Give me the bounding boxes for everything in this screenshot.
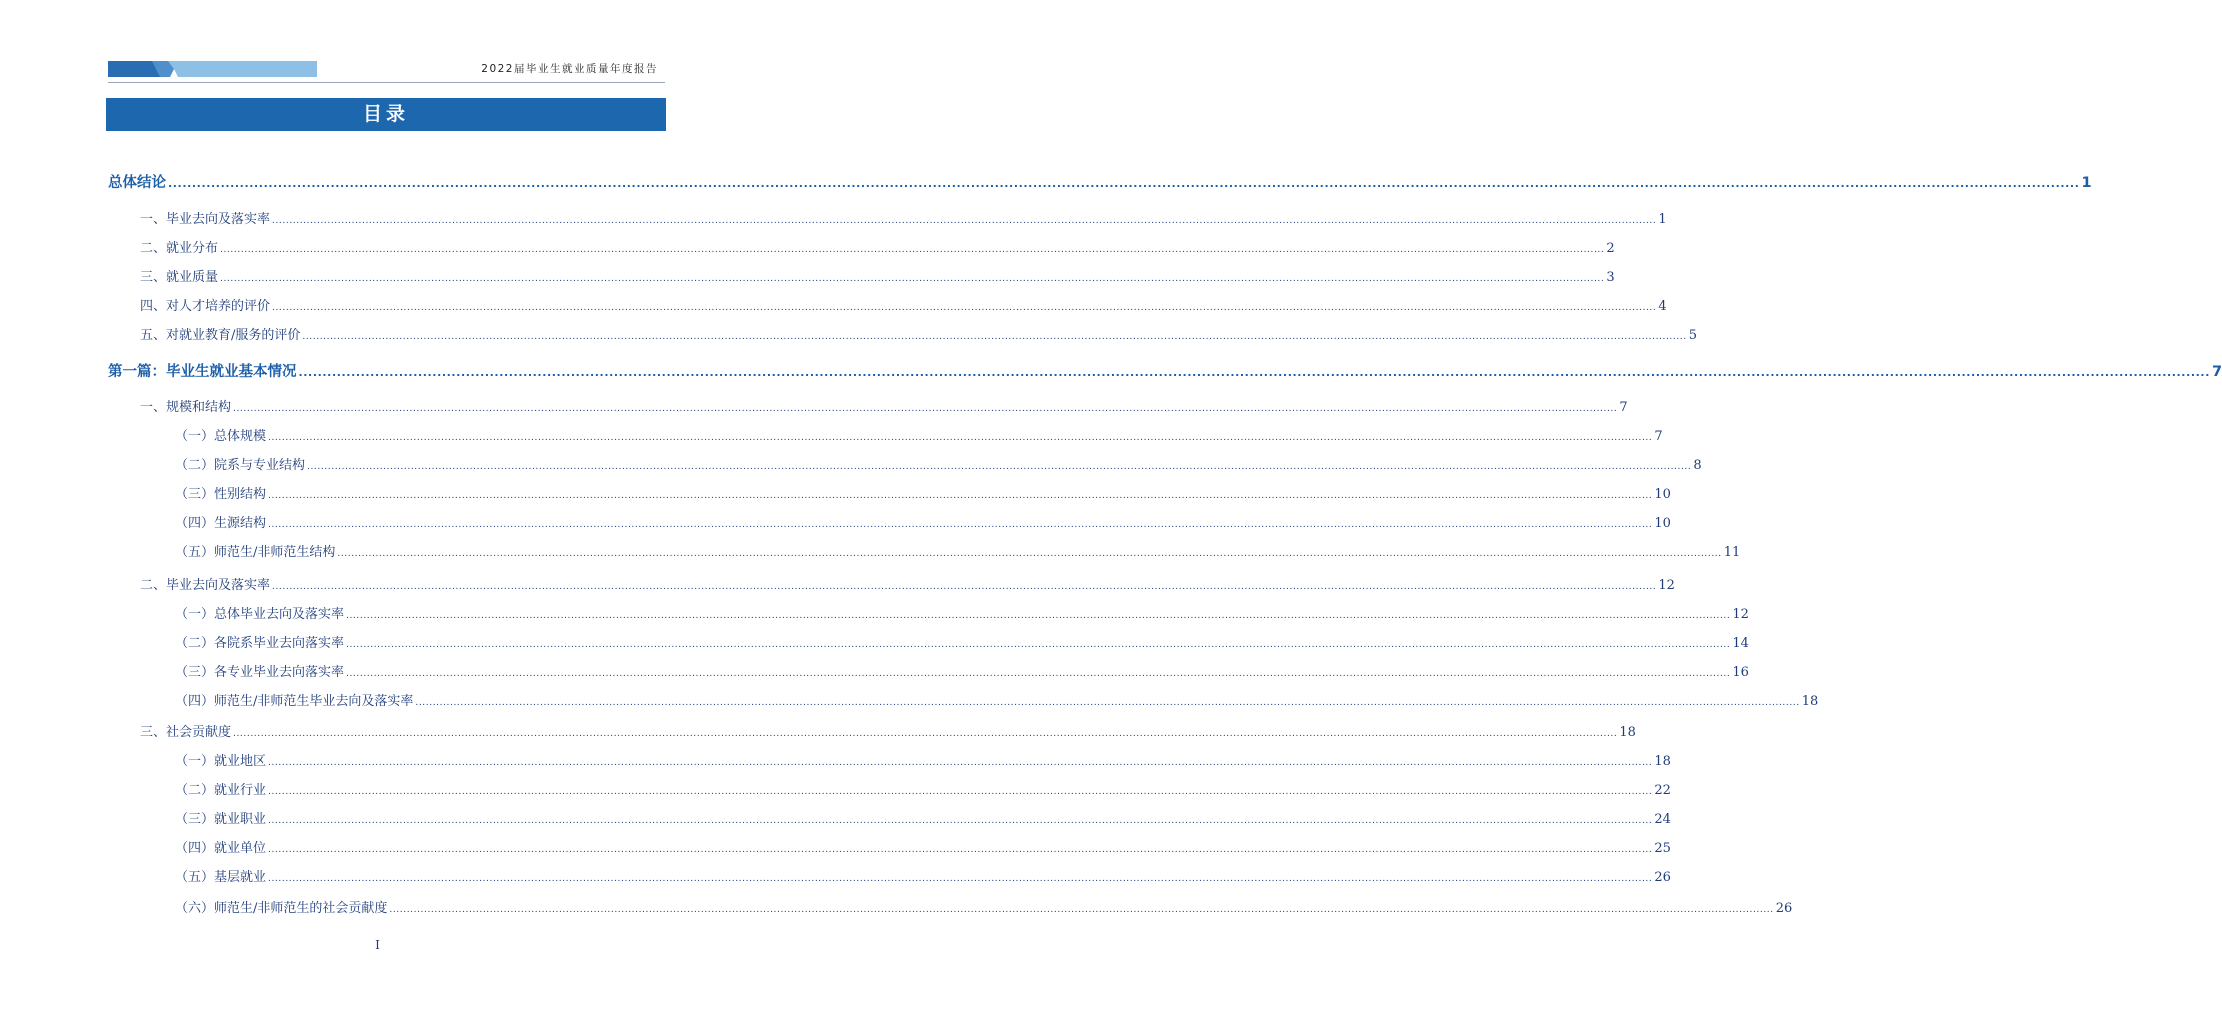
toc-section-entry[interactable] [108, 171, 2092, 192]
toc-subsection-entry[interactable] [175, 808, 1671, 827]
toc-entry-label: （四）生源结构 [175, 516, 267, 531]
toc-chapter-entry[interactable] [140, 237, 1615, 256]
toc-entry-label: 第一篇：毕业生就业基本情况 [108, 364, 297, 380]
toc-entry-page: 12 [1732, 607, 1749, 622]
toc-entry-page: 3 [1606, 270, 1615, 285]
toc-chapter-entry[interactable] [140, 266, 1615, 285]
toc-subsection-entry[interactable] [175, 866, 1671, 885]
toc-leader-dots: ................................................................................................................................................................................................................................................................................................................................................................................................................ [268, 816, 1653, 826]
toc-leader-dots: ................................................................................................................................................................................................................................................................................................................................................................................................................ [268, 433, 1653, 443]
toc-subsection-entry[interactable] [175, 779, 1671, 798]
toc-entry-label: 三、就业质量 [140, 270, 219, 285]
toc-entry-label: 一、规模和结构 [140, 400, 232, 415]
toc-subsection-entry[interactable] [175, 454, 1702, 473]
toc-entry-label: 三、社会贡献度 [140, 725, 232, 740]
report-logo-bar [108, 61, 317, 77]
toc-entry-label: （五）师范生/非师范生结构 [175, 545, 336, 560]
toc-leader-dots: ................................................................................................................................................................................................................................................................................................................................................................................................................ [415, 698, 1800, 708]
toc-entry-label: （一）就业地区 [175, 754, 267, 769]
toc-leader-dots: ................................................................................................................................................................................................................................................................................................................................................................................................................ [268, 491, 1653, 501]
toc-entry-page: 4 [1658, 299, 1667, 314]
footer-page-number: I [375, 938, 380, 952]
header-divider [108, 82, 665, 83]
toc-chapter-entry[interactable] [140, 324, 1698, 343]
toc-entry-page: 5 [1688, 328, 1698, 343]
toc-subsection-entry[interactable] [175, 512, 1671, 531]
toc-leader-dots: ................................................................................................................................................................................................................................................................................................................................................................................................................ [268, 874, 1653, 884]
toc-leader-dots: ................................................................................................................................................................................................................................................................................................................................................................................................................ [302, 332, 1687, 342]
toc-subsection-entry[interactable] [175, 425, 1663, 444]
toc-entry-page: 12 [1658, 578, 1675, 593]
toc-leader-dots: ................................................................................................................................................................................................................................................................................................................................................................................................................ [268, 520, 1653, 530]
toc-leader-dots: ................................................................................................................................................................................................................................................................................................................................................................................................................ [298, 366, 2210, 379]
toc-entry-label: 一、毕业去向及落实率 [140, 212, 271, 227]
toc-entry-label: （五）基层就业 [175, 870, 267, 885]
toc-entry-page: 22 [1654, 783, 1671, 798]
toc-entry-page: 7 [1619, 400, 1628, 415]
toc-entry-label: 五、对就业教育/服务的评价 [140, 328, 301, 343]
toc-entry-page: 18 [1619, 725, 1636, 740]
toc-leader-dots: ................................................................................................................................................................................................................................................................................................................................................................................................................ [268, 787, 1653, 797]
toc-entry-label: 总体结论 [108, 175, 166, 191]
toc-subsection-entry[interactable] [175, 603, 1749, 622]
toc-chapter-entry[interactable] [140, 295, 1667, 314]
toc-entry-page: 18 [1654, 754, 1671, 769]
toc-subsection-entry[interactable] [175, 837, 1671, 856]
toc-subsection-entry[interactable] [175, 632, 1749, 651]
toc-entry-page: 7 [1654, 429, 1663, 444]
toc-entry-label: （二）各院系毕业去向落实率 [175, 636, 345, 651]
toc-leader-dots: ................................................................................................................................................................................................................................................................................................................................................................................................................ [272, 303, 1657, 313]
toc-leader-dots: ................................................................................................................................................................................................................................................................................................................................................................................................................ [220, 245, 1605, 255]
toc-entry-label: 二、就业分布 [140, 241, 219, 256]
toc-subsection-entry[interactable] [175, 690, 1819, 709]
toc-entry-page: 18 [1801, 694, 1819, 709]
report-title: 2022届毕业生就业质量年度报告 [481, 63, 658, 75]
toc-leader-dots: ................................................................................................................................................................................................................................................................................................................................................................................................................ [346, 669, 1731, 679]
toc-leader-dots: ................................................................................................................................................................................................................................................................................................................................................................................................................ [346, 640, 1731, 650]
toc-subsection-entry[interactable] [175, 897, 1793, 916]
toc-chapter-entry[interactable] [140, 574, 1675, 593]
toc-entry-label: （二）就业行业 [175, 783, 267, 798]
toc-entry-label: （六）师范生/非师范生的社会贡献度 [175, 901, 388, 916]
toc-chapter-entry[interactable] [140, 396, 1628, 415]
toc-entry-page: 14 [1732, 636, 1749, 651]
toc-leader-dots: ................................................................................................................................................................................................................................................................................................................................................................................................................ [307, 462, 1692, 472]
toc-entry-page: 11 [1723, 545, 1741, 560]
toc-entry-label: （三）各专业毕业去向落实率 [175, 665, 345, 680]
toc-leader-dots: ................................................................................................................................................................................................................................................................................................................................................................................................................ [346, 611, 1731, 621]
toc-leader-dots: ................................................................................................................................................................................................................................................................................................................................................................................................................ [268, 758, 1653, 768]
toc-entry-page: 10 [1654, 487, 1671, 502]
toc-leader-dots: ................................................................................................................................................................................................................................................................................................................................................................................................................ [272, 216, 1657, 226]
toc-entry-label: （一）总体毕业去向及落实率 [175, 607, 345, 622]
toc-subsection-entry[interactable] [175, 541, 1741, 560]
toc-leader-dots: ................................................................................................................................................................................................................................................................................................................................................................................................................ [389, 905, 1774, 915]
toc-entry-page: 25 [1654, 841, 1671, 856]
toc-subsection-entry[interactable] [175, 483, 1671, 502]
toc-entry-page: 26 [1654, 870, 1671, 885]
toc-entry-page: 8 [1693, 458, 1702, 473]
toc-leader-dots: ................................................................................................................................................................................................................................................................................................................................................................................................................ [220, 274, 1605, 284]
toc-entry-label: 二、毕业去向及落实率 [140, 578, 271, 593]
toc-entry-page: 10 [1654, 516, 1671, 531]
toc-leader-dots: ................................................................................................................................................................................................................................................................................................................................................................................................................ [233, 729, 1618, 739]
toc-entry-label: （四）师范生/非师范生毕业去向及落实率 [175, 694, 414, 709]
toc-entry-label: （二）院系与专业结构 [175, 458, 306, 473]
toc-entry-page: 26 [1775, 901, 1793, 916]
toc-heading: 目录 [106, 98, 666, 131]
toc-entry-page: 1 [1658, 212, 1667, 227]
toc-entry-page: 16 [1732, 665, 1749, 680]
toc-section-entry[interactable] [108, 360, 2222, 381]
toc-entry-page: 7 [2211, 364, 2222, 380]
toc-entry-label: （四）就业单位 [175, 841, 267, 856]
toc-entry-page: 24 [1654, 812, 1671, 827]
toc-leader-dots: ................................................................................................................................................................................................................................................................................................................................................................................................................ [337, 549, 1722, 559]
toc-chapter-entry[interactable] [140, 721, 1636, 740]
toc-subsection-entry[interactable] [175, 750, 1671, 769]
toc-entry-label: （一）总体规模 [175, 429, 267, 444]
toc-leader-dots: ................................................................................................................................................................................................................................................................................................................................................................................................................ [233, 404, 1618, 414]
toc-entry-page: 1 [2081, 175, 2092, 191]
toc-leader-dots: ................................................................................................................................................................................................................................................................................................................................................................................................................ [272, 582, 1657, 592]
toc-leader-dots: ................................................................................................................................................................................................................................................................................................................................................................................................................ [168, 177, 2080, 190]
toc-subsection-entry[interactable] [175, 661, 1749, 680]
toc-leader-dots: ................................................................................................................................................................................................................................................................................................................................................................................................................ [268, 845, 1653, 855]
toc-chapter-entry[interactable] [140, 208, 1667, 227]
toc-entry-label: （三）性别结构 [175, 487, 267, 502]
toc-entry-label: 四、对人才培养的评价 [140, 299, 271, 314]
toc-entry-label: （三）就业职业 [175, 812, 267, 827]
toc-entry-page: 2 [1606, 241, 1615, 256]
